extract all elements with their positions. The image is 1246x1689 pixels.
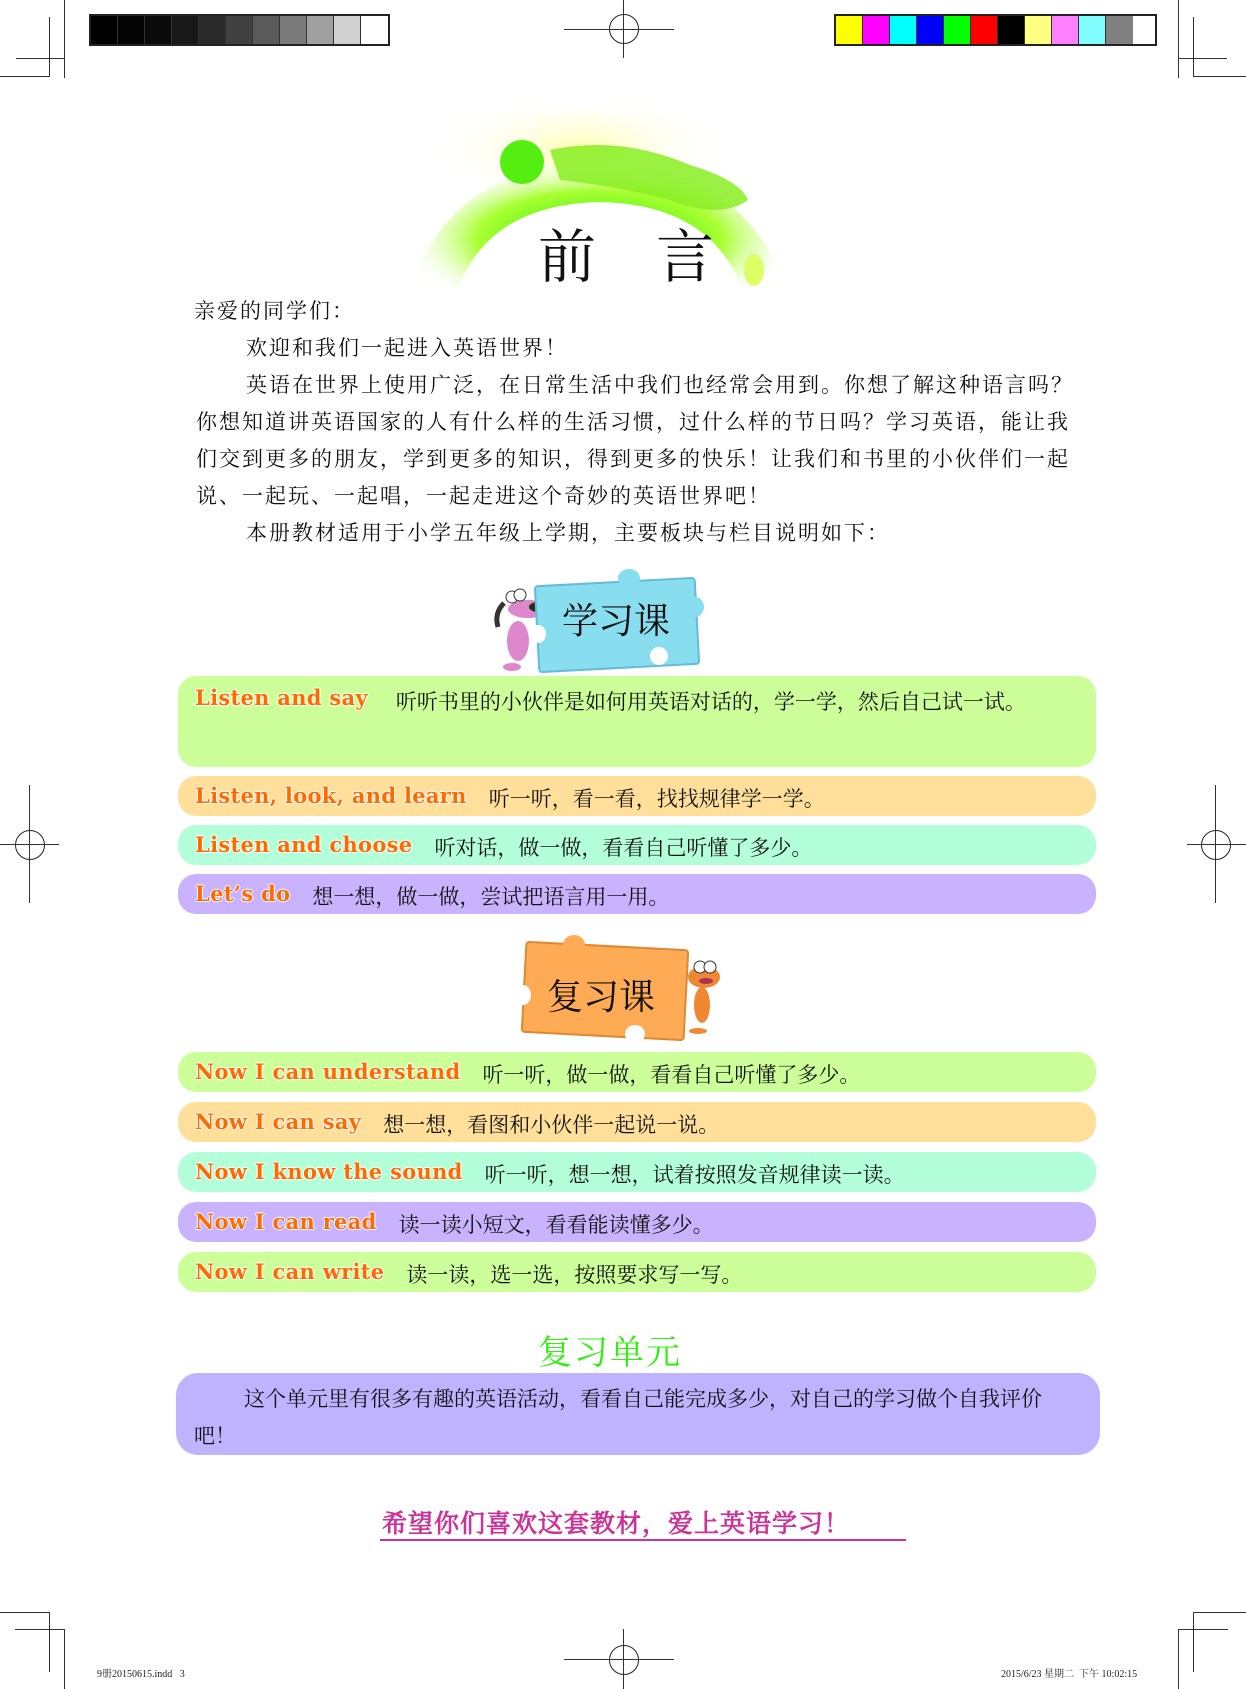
cat-mascot-icon: [680, 955, 730, 1035]
item-description: 听听书里的小伙伴是如何用英语对话的，学一学，然后自己试一试。: [395, 690, 1026, 714]
study-item-listen-and-say: [178, 676, 1096, 767]
color-swatch: [836, 16, 863, 44]
item-title: Let’s do: [195, 881, 291, 906]
review-unit-description: [176, 1373, 1100, 1455]
item-title: Now I can write: [195, 1259, 385, 1284]
review-item-now-i-can-understand: [178, 1052, 1096, 1092]
study-lessons-label: 学习课: [562, 601, 671, 642]
grayscale-swatch: [307, 16, 334, 44]
scope-line: 本册教材适用于小学五年级上学期，主要板块与栏目说明如下：: [246, 521, 890, 545]
grayscale-swatch: [226, 16, 253, 44]
item-description: 想一想，做一做，尝试把语言用一用。: [312, 885, 670, 909]
color-swatch: [1025, 16, 1052, 44]
greeting: 亲爱的同学们：: [194, 299, 355, 323]
grayscale-swatch: [253, 16, 280, 44]
item-title: Now I can read: [195, 1209, 377, 1234]
grayscale-bar: [89, 14, 390, 46]
grayscale-swatch: [280, 16, 307, 44]
color-swatch: [890, 16, 917, 44]
color-swatch: [863, 16, 890, 44]
item-title: Now I can say: [195, 1109, 362, 1134]
grayscale-swatch: [118, 16, 145, 44]
color-swatch: [917, 16, 944, 44]
item-title: Listen and choose: [195, 832, 413, 857]
grayscale-swatch: [361, 16, 388, 44]
review-item-now-i-know-the-sound: [178, 1152, 1096, 1192]
review-item-now-i-can-read: [178, 1202, 1096, 1242]
item-description: 读一读小短文，看看能读懂多少。: [398, 1213, 714, 1237]
closing-underline: [380, 1539, 906, 1541]
slug-file-info: 9册20150615.indd 3: [97, 1669, 185, 1680]
slug-timestamp: 2015/6/23 星期二 下午 10:02:15: [1001, 1669, 1138, 1680]
intro-body: 英语在世界上使用广泛，在日常生活中我们也经常会用到。你想了解这种语言吗？你想知道讲英语国家的人有什么样的生活习惯，过什么样的节日吗？学习英语，能让我们交到更多的朋友，学到更多的知识，得到更多的快乐！让我们和书里的小伙伴们一起说、一起玩、一起唱，一起走进这个奇妙的英语世界吧！: [196, 373, 1074, 508]
review-unit-text: 这个单元里有很多有趣的英语活动，看看自己能完成多少，对自己的学习做个自我评价吧！: [194, 1387, 1042, 1448]
welcome-line: 欢迎和我们一起进入英语世界！: [246, 336, 568, 360]
review-item-now-i-can-write: [178, 1252, 1096, 1292]
item-title: Listen and say: [195, 685, 368, 710]
study-item-lets-do: [178, 874, 1096, 914]
item-description: 听一听，做一做，看看自己听懂了多少。: [482, 1063, 861, 1087]
item-description: 听一听，想一想，试着按照发音规律读一读。: [484, 1163, 905, 1187]
color-swatch: [1052, 16, 1079, 44]
page-title: 前言: [538, 223, 775, 291]
review-lessons-label: 复习课: [547, 977, 656, 1018]
color-swatch: [1106, 16, 1133, 44]
grayscale-swatch: [172, 16, 199, 44]
color-bar: [834, 14, 1157, 46]
grayscale-swatch: [145, 16, 172, 44]
item-description: 听对话，做一做，看看自己听懂了多少。: [434, 836, 813, 860]
grayscale-swatch: [199, 16, 226, 44]
color-swatch: [1079, 16, 1106, 44]
item-title: Now I can understand: [195, 1059, 461, 1084]
color-swatch: [971, 16, 998, 44]
color-swatch: [998, 16, 1025, 44]
item-description: 听一听，看一看，找找规律学一学。: [488, 787, 825, 811]
review-unit-title: 复习单元: [538, 1333, 682, 1373]
grayscale-swatch: [334, 16, 361, 44]
grayscale-swatch: [91, 16, 118, 44]
item-title: Listen, look, and learn: [195, 783, 467, 808]
study-item-listen-and-choose: [178, 825, 1096, 865]
item-description: 想一想，看图和小伙伴一起说一说。: [383, 1113, 720, 1137]
study-lessons-badge: [490, 575, 700, 670]
item-description: 读一读，选一选，按照要求写一写。: [406, 1263, 743, 1287]
intro-text: [196, 293, 1076, 552]
review-lessons-badge: [515, 935, 730, 1045]
closing-message: 希望你们喜欢这套教材，爱上英语学习！: [382, 1509, 851, 1538]
color-swatch: [944, 16, 971, 44]
study-item-listen-look-learn: [178, 776, 1096, 816]
review-item-now-i-can-say: [178, 1102, 1096, 1142]
item-title: Now I know the sound: [195, 1159, 463, 1184]
